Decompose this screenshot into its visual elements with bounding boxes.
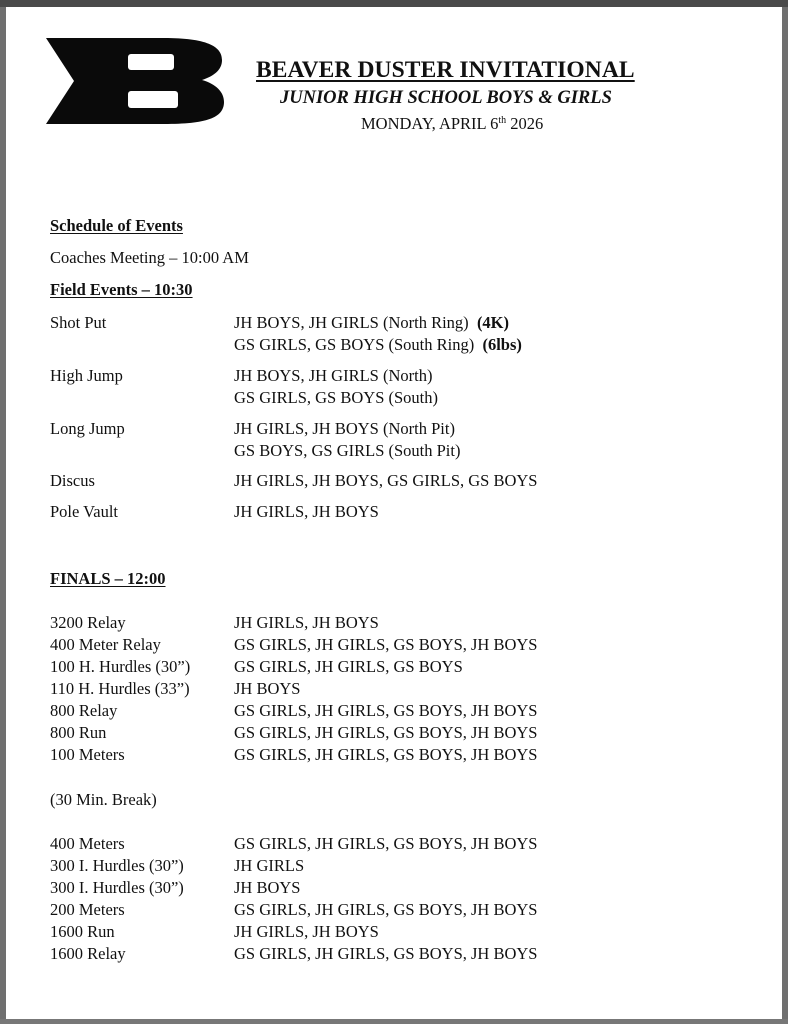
groups-text: GS GIRLS, GS BOYS (South Ring) (234, 335, 475, 354)
finals-row (50, 900, 750, 922)
event-groups: JH GIRLS, JH BOYS (North Pit) (234, 419, 455, 438)
finals-row (50, 922, 750, 944)
event-subtitle: JUNIOR HIGH SCHOOL BOYS & GIRLS (280, 88, 612, 108)
finals-row (50, 745, 750, 767)
finals-row (50, 723, 750, 745)
event-groups: GS GIRLS, JH GIRLS, GS BOYS (234, 657, 463, 676)
event-name: 800 Relay (50, 701, 118, 720)
event-groups: JH BOYS (234, 679, 301, 698)
event-name: 300 I. Hurdles (30”) (50, 878, 184, 897)
event-date (361, 114, 543, 134)
document-page (6, 7, 782, 1019)
window-top-edge (0, 0, 788, 7)
event-groups: JH BOYS, JH GIRLS (North) (234, 366, 433, 385)
window-bottom-edge (0, 1019, 788, 1024)
event-date-main: MONDAY, APRIL 6 (361, 114, 499, 133)
field-event-row (50, 441, 750, 463)
event-groups: JH GIRLS, JH BOYS, GS GIRLS, GS BOYS (234, 471, 538, 490)
implement-note: (4K) (476, 313, 510, 332)
event-groups: GS GIRLS, JH GIRLS, GS BOYS, JH BOYS (234, 944, 538, 963)
finals-row (50, 679, 750, 701)
event-name: High Jump (50, 366, 123, 385)
finals-row (50, 856, 750, 878)
event-name: 100 Meters (50, 745, 125, 764)
field-event-row (50, 388, 750, 410)
event-name: 1600 Run (50, 922, 115, 941)
event-groups: GS GIRLS, JH GIRLS, GS BOYS, JH BOYS (234, 745, 538, 764)
finals-row (50, 944, 750, 966)
event-name: 400 Meters (50, 834, 125, 853)
event-groups: GS GIRLS, JH GIRLS, GS BOYS, JH BOYS (234, 900, 538, 919)
schedule-heading: Schedule of Events (50, 216, 183, 235)
finals-row (50, 635, 750, 657)
event-name: 110 H. Hurdles (33”) (50, 679, 190, 698)
event-name: 100 H. Hurdles (30”) (50, 657, 191, 676)
event-name: 400 Meter Relay (50, 635, 161, 654)
finals-row (50, 834, 750, 856)
field-event-row (50, 366, 750, 388)
field-event-row (50, 335, 750, 357)
event-name: Shot Put (50, 313, 107, 332)
event-groups: JH GIRLS, JH BOYS (234, 922, 379, 941)
event-groups: JH BOYS (234, 878, 301, 897)
event-groups (234, 335, 522, 355)
event-groups: JH GIRLS, JH BOYS (234, 502, 379, 521)
event-name: 300 I. Hurdles (30”) (50, 856, 184, 875)
event-groups: GS GIRLS, JH GIRLS, GS BOYS, JH BOYS (234, 834, 538, 853)
event-groups (234, 313, 509, 333)
coaches-meeting: Coaches Meeting – 10:00 AM (50, 248, 249, 267)
event-name: 3200 Relay (50, 613, 126, 632)
event-date-ordinal: th (498, 115, 507, 126)
event-groups: GS GIRLS, JH GIRLS, GS BOYS, JH BOYS (234, 701, 538, 720)
event-groups: JH GIRLS, JH BOYS (234, 613, 379, 632)
break-label: (30 Min. Break) (50, 790, 157, 809)
event-groups: JH GIRLS (234, 856, 305, 875)
implement-note: (6lbs) (482, 335, 522, 354)
field-events-heading: Field Events – 10:30 (50, 280, 193, 299)
event-name: 1600 Relay (50, 944, 126, 963)
finals-row (50, 613, 750, 635)
school-b-logo (46, 38, 224, 124)
event-groups: GS BOYS, GS GIRLS (South Pit) (234, 441, 461, 460)
event-name: 800 Run (50, 723, 107, 742)
field-event-row (50, 419, 750, 441)
finals-row (50, 878, 750, 900)
event-name: 200 Meters (50, 900, 125, 919)
field-event-row (50, 471, 750, 493)
finals-row (50, 701, 750, 723)
event-date-year: 2026 (506, 114, 544, 133)
event-groups: GS GIRLS, JH GIRLS, GS BOYS, JH BOYS (234, 723, 538, 742)
event-groups: GS GIRLS, JH GIRLS, GS BOYS, JH BOYS (234, 635, 538, 654)
event-name: Discus (50, 471, 95, 490)
finals-row (50, 657, 750, 679)
event-name: Pole Vault (50, 502, 118, 521)
finals-heading: FINALS – 12:00 (50, 569, 166, 588)
event-groups: GS GIRLS, GS BOYS (South) (234, 388, 438, 407)
groups-text: JH BOYS, JH GIRLS (North Ring) (234, 313, 469, 332)
event-title: BEAVER DUSTER INVITATIONAL (256, 57, 635, 83)
field-event-row (50, 313, 750, 335)
field-event-row (50, 502, 750, 524)
event-name: Long Jump (50, 419, 125, 438)
